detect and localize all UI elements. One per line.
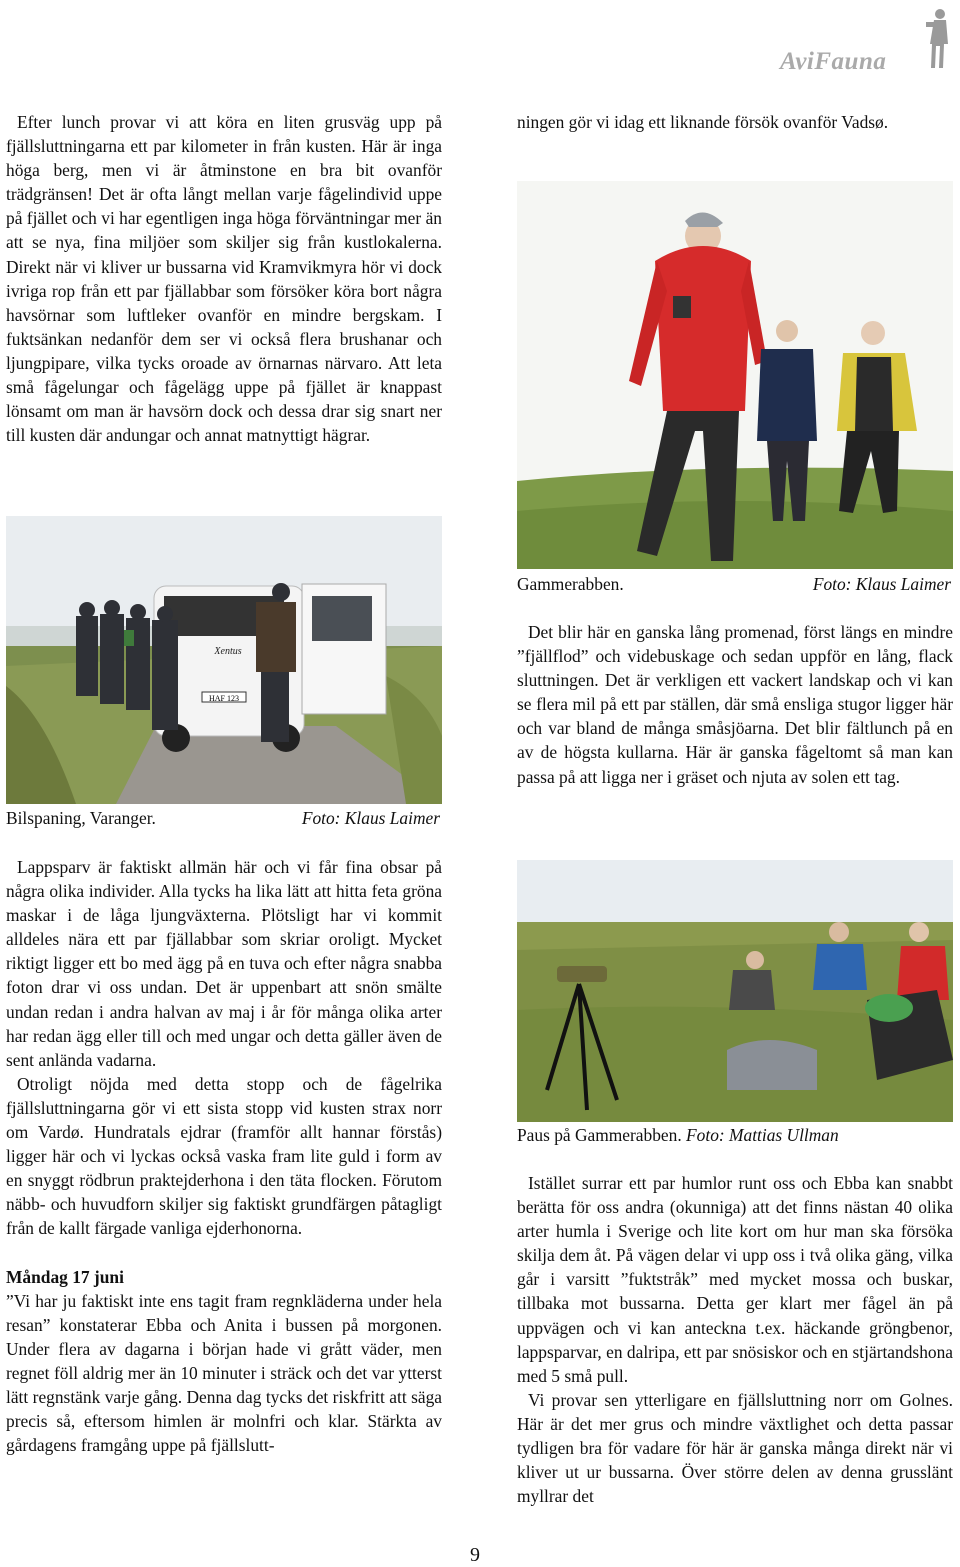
- paragraph: Lappsparv är faktiskt allmän här och vi får fina obsar på några olika individer. Alla tycks ha lika lätt att hitta feta gröna maskar i de låga ljungväxterna. Plötsligt har vi kommit alldeles nära ett par fjällabbar som skriar oroligt. Mycket riktigt ligger ett bo med ägg på en tuva och efter några snabba foton drar vi oss undan. Det är uppenbart att snön smälte undan redan i andra halvan av maj i år för många olika arter har redan ägg eller till och med ungar och detta gäller även de sent anlända vadarna.: [6, 857, 442, 1070]
- page-number: 9: [470, 1544, 480, 1566]
- paragraph: ningen gör vi idag ett liknande försök ovanför Vadsø.: [517, 112, 889, 132]
- photo3-caption: [517, 1124, 951, 1146]
- hikers-image: [517, 181, 953, 569]
- logo-text: AviFauna: [780, 48, 887, 75]
- left-column-bottom-text: [6, 855, 442, 1457]
- paragraph: Otroligt nöjda med detta stopp och de fågelrika fjällsluttningarna gör vi ett sista stopp vid kusten strax norr om Vardø. Hundratals ejdrar (framför allt hannar förstås) ligger här och vi lyckas också vaska fram lite guld i form av en snyggt rödbrun praktejderhona i den täta flocken. Förutom näbb- och huvudforn skiljer sig faktiskt grundfärgen påtagligt från de kallt färgade vanliga ejderhonorna.: [6, 1073, 442, 1239]
- right-column-mid-text: [517, 620, 953, 789]
- van-birdwatchers-image: [6, 516, 442, 804]
- right-column-top-text: [517, 110, 953, 134]
- photo-credit: Foto: Mattias Ullman: [686, 1125, 839, 1145]
- section-heading: Måndag 17 juni: [6, 1266, 124, 1287]
- plate-text: HAF 123: [208, 694, 240, 703]
- photo-gammerabben: [517, 181, 953, 569]
- paragraph: Vi provar sen ytterligare en fjällsluttning norr om Golnes. Här är det mer grus och mindre växtlighet och detta passar tydligen bra för vadare för här är ganska många direkt när vi kliver ut ur bussarna. Över större delen av denna grusslänt myllrar det: [517, 1389, 953, 1507]
- caption-text: Bilspaning, Varanger.: [6, 808, 156, 828]
- left-column-top-text: [6, 110, 442, 447]
- photo1-caption: [6, 807, 440, 829]
- caption-text: Gammerabben.: [517, 574, 624, 594]
- paragraph: Istället surrar ett par humlor runt oss och Ebba kan snabbt berätta för oss andra (okunniga) att det finns nästan 40 olika arter humla i Sverige och lite kort om hur man ska försöka skilja dem åt. På vägen delar vi upp oss i två olika gäng, vilka går i varsitt ”fuktstråk” med mycket mossa och buskar, tillbaka mot bussarna. Detta ger klart mer fågel än på uppvägen och vi kan anteckna t.ex. häckande gröngbenor, lappsparvar, en dalripa, ett par snösiskor och en stjärtandshona med 5 små pull.: [517, 1173, 953, 1386]
- photo2-caption: [517, 573, 951, 595]
- photo-credit: Foto: Klaus Laimer: [301, 808, 440, 828]
- paragraph: Efter lunch provar vi att köra en liten grusväg upp på fjällsluttningarna ett par kilometer in från kusten. Här är inga höga berg, men vi är åtminstone en bra bit ovanför trädgränsen! Det är ofta långt mellan varje fågelindivid uppe på fjället och vi har egentligen inga höga förväntningar mer än att se nya, fina miljöer som skiljer sig från kustlokalerna. Direkt när vi kliver ur bussarna vid Kramvikmyra hör vi dock ivriga rop från ett par fjällabbar som försöker köra bort några havsörnar som luftleker ovanför en mindre bergskam. I fuktsänkan nedanför dem ser vi också flera brushanar och ljungpipare, vilka tycks oroade av örnarnas närvaro. Att leta små fågelungar och fågelägg uppe på fjället är knappast lönsamt om man är havsörn dock och dessa drar sig snart ner till kusten där andungar och annat matnyttigt hägrar.: [6, 112, 442, 446]
- resting-group-image: [517, 860, 953, 1122]
- paragraph: ”Vi har ju faktiskt inte ens tagit fram regnkläderna under hela resan” konstaterar Ebba och Anita i bussen på morgonen. Under flera av dagarna i början hade vi grått väder, men regnet föll aldrig mer än 10 minuter i sträck och det var ytterst lätt regnstänk varje gång. Denna dag tycks det riskfritt att säga precis så, eftersom himlen är molnfri och klar. Stärkta av gårdagens framgång uppe på fjällslutt-: [6, 1290, 442, 1456]
- right-column-bottom-text: [517, 1171, 953, 1508]
- paragraph: Det blir här en ganska lång promenad, först längs en mindre ”fjällflod” och videbuskage och sedan uppför en lång, flack sluttningen. Det är verkligen ett vackert landskap och vi kan se flera mil på ett par ställen, där små ensliga stugor ligger här och var bland de många småsjöarna. Det blir fältlunch på en av de högsta kullarna. Här är ganska fågeltomt så man kan passa på att ligga ner i gräset och njuta av solen ett tag.: [517, 622, 953, 787]
- photo-credit: Foto: Klaus Laimer: [812, 574, 951, 594]
- photo-paus-gammerabben: [517, 860, 953, 1122]
- avifauna-logo: [780, 4, 952, 74]
- van-brand-text: Xentus: [214, 646, 242, 657]
- photo-car-spotting: [6, 516, 442, 804]
- caption-text: Paus på Gammerabben.: [517, 1125, 682, 1145]
